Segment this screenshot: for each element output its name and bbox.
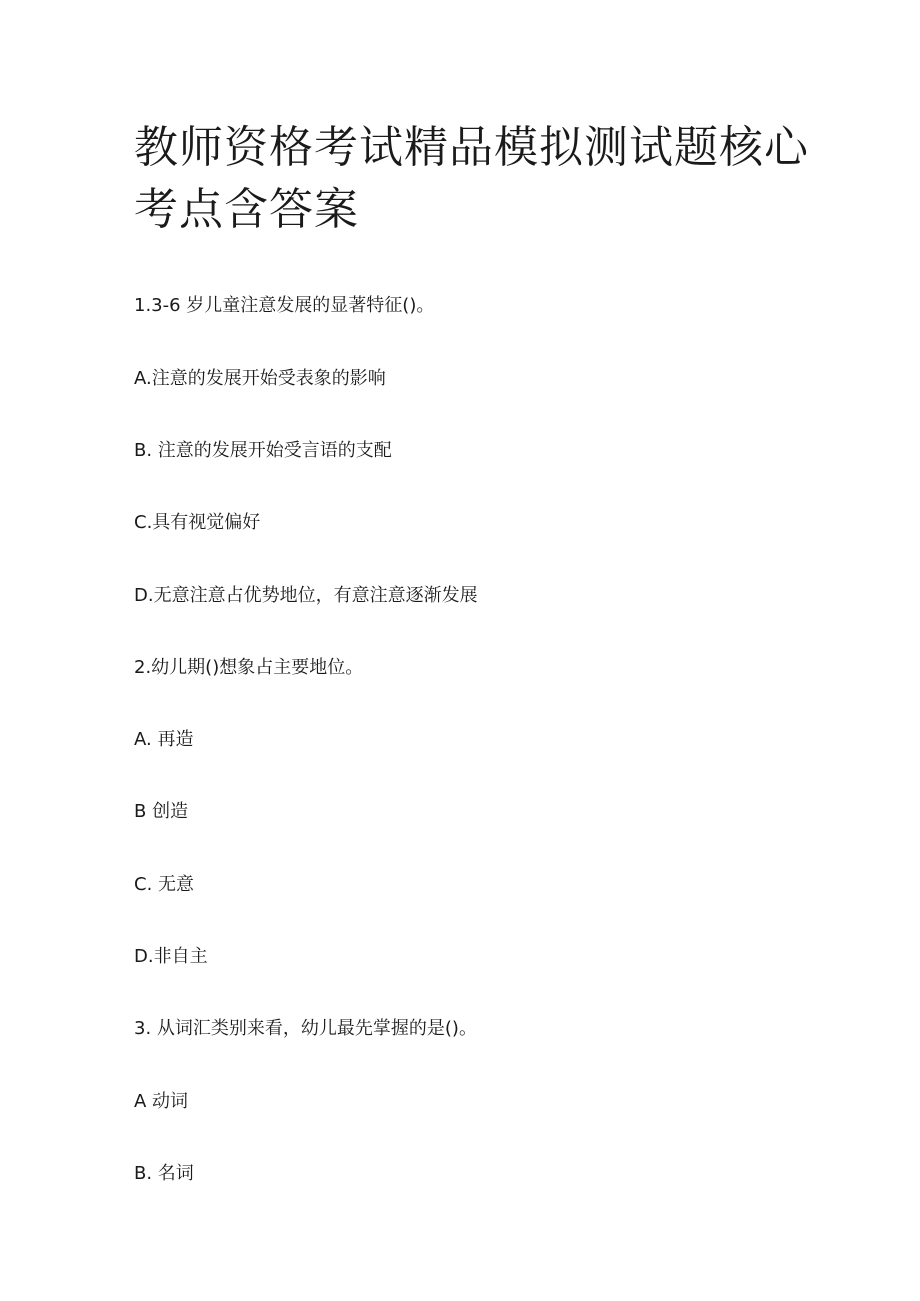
- option-2a: A. 再造: [134, 729, 194, 750]
- option-3b: B. 名词: [134, 1163, 194, 1184]
- question-stem-1: 1.3-6 岁儿童注意发展的显著特征()。: [134, 295, 435, 316]
- option-1b: B. 注意的发展开始受言语的支配: [134, 440, 392, 461]
- option-1a: A.注意的发展开始受表象的影响: [134, 368, 386, 389]
- option-2d: D.非自主: [134, 946, 208, 967]
- option-2c: C. 无意: [134, 874, 195, 895]
- option-1d: D.无意注意占优势地位，有意注意逐渐发展: [134, 585, 478, 606]
- page-title: 教师资格考试精品模拟测试题核心考点含答案: [134, 122, 809, 235]
- question-stem-2: 2.幼儿期()想象占主要地位。: [134, 657, 364, 678]
- option-1c: C.具有视觉偏好: [134, 512, 261, 533]
- option-3a: A 动词: [134, 1091, 189, 1112]
- question-stem-3: 3. 从词汇类别来看，幼儿最先掌握的是()。: [134, 1018, 477, 1039]
- option-2b: B 创造: [134, 801, 189, 822]
